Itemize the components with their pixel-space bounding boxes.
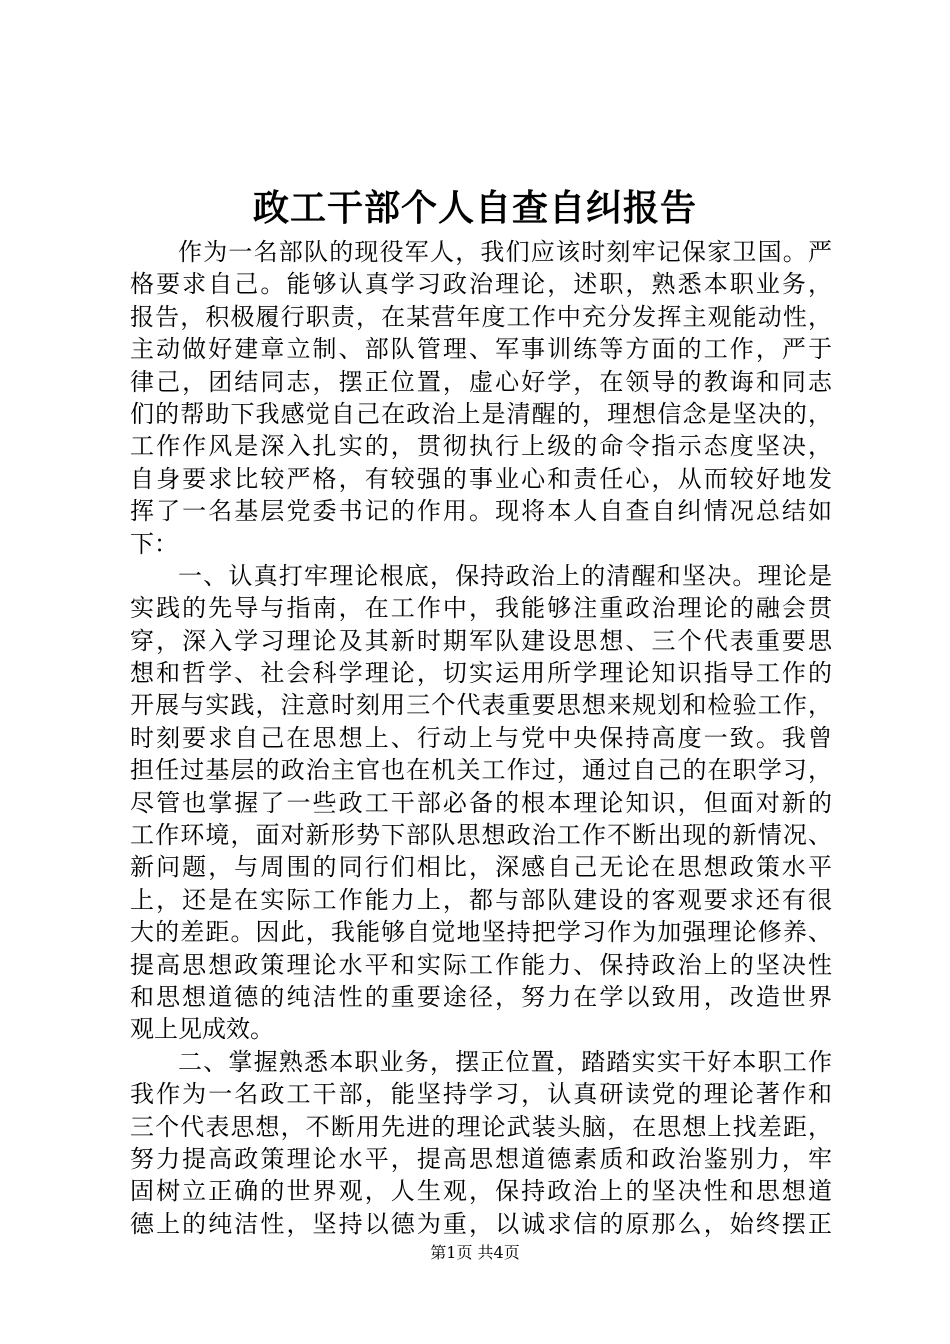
text-line: 工作作风是深入扎实的，贯彻执行上级的命令指示态度坚决， (130, 432, 832, 461)
document-body (130, 236, 832, 1240)
text-line: 作为一名部队的现役军人，我们应该时刻牢记保家卫国。严 (178, 238, 832, 266)
text-line: 开展与实践，注意时刻用三个代表重要思想来规划和检验工作， (130, 691, 832, 720)
text-line: 律己，团结同志，摆正位置，虚心好学，在领导的教诲和同志 (130, 367, 832, 396)
text-line: 工作环境，面对新形势下部队思想政治工作不断出现的新情况、 (130, 821, 832, 850)
text-line: 格要求自己。能够认真学习政治理论，述职，熟悉本职业务， (130, 270, 832, 299)
text-line: 和思想道德的纯洁性的重要途径，努力在学以致用，改造世界 (130, 982, 832, 1011)
text-line: 自身要求比较严格，有较强的事业心和责任心，从而较好地发 (130, 464, 832, 493)
text-line: 想和哲学、社会科学理论，切实运用所学理论知识指导工作的 (130, 659, 832, 688)
text-line: 大的差距。因此，我能够自觉地坚持把学习作为加强理论修养、 (130, 918, 832, 947)
text-line: 下： (130, 529, 178, 558)
text-line: 报告，积极履行职责，在某营年度工作中充分发挥主观能动性， (130, 302, 832, 331)
text-line: 主动做好建章立制、部队管理、军事训练等方面的工作，严于 (130, 335, 832, 364)
text-line: 时刻要求自己在思想上、行动上与党中央保持高度一致。我曾 (130, 723, 832, 752)
text-line: 德上的纯洁性，坚持以德为重，以诚求信的原那么，始终摆正 (130, 1209, 832, 1238)
text-line: 努力提高政策理论水平，提高思想道德素质和政治鉴别力，牢 (130, 1144, 832, 1173)
text-line: 二、掌握熟悉本职业务，摆正位置，踏踏实实干好本职工作 (178, 1047, 832, 1076)
text-line: 担任过基层的政治主官也在机关工作过，通过自己的在职学习， (130, 756, 832, 785)
text-line: 尽管也掌握了一些政工干部必备的根本理论知识，但面对新的 (130, 788, 832, 817)
text-line: 们的帮助下我感觉自己在政治上是清醒的，理想信念是坚决的， (130, 399, 832, 428)
text-line: 上，还是在实际工作能力上，都与部队建设的客观要求还有很 (130, 885, 832, 914)
page-title: 政工干部个人自查自纠报告 (252, 187, 697, 229)
text-line: 挥了一名基层党委书记的作用。现将本人自查自纠情况总结如 (130, 497, 832, 526)
page-footer: 第1页 共4页 (430, 1243, 520, 1262)
text-line: 固树立正确的世界观，人生观，保持政治上的坚决性和思想道 (130, 1177, 832, 1206)
text-line: 一、认真打牢理论根底，保持政治上的清醒和坚决。理论是 (178, 561, 832, 590)
text-line: 提高思想政策理论水平和实际工作能力、保持政治上的坚决性 (130, 950, 832, 979)
text-line: 新问题，与周围的同行们相比，深感自己无论在思想政策水平 (130, 853, 832, 882)
text-line: 观上见成效。 (130, 1015, 274, 1044)
text-line: 穿，深入学习理论及其新时期军队建设思想、三个代表重要思 (130, 626, 832, 655)
text-line: 我作为一名政工干部，能坚持学习，认真研读党的理论著作和 (130, 1080, 832, 1109)
text-line: 实践的先导与指南，在工作中，我能够注重政治理论的融会贯 (130, 594, 832, 623)
text-line: 三个代表思想，不断用先进的理论武装头脑，在思想上找差距， (130, 1112, 832, 1141)
